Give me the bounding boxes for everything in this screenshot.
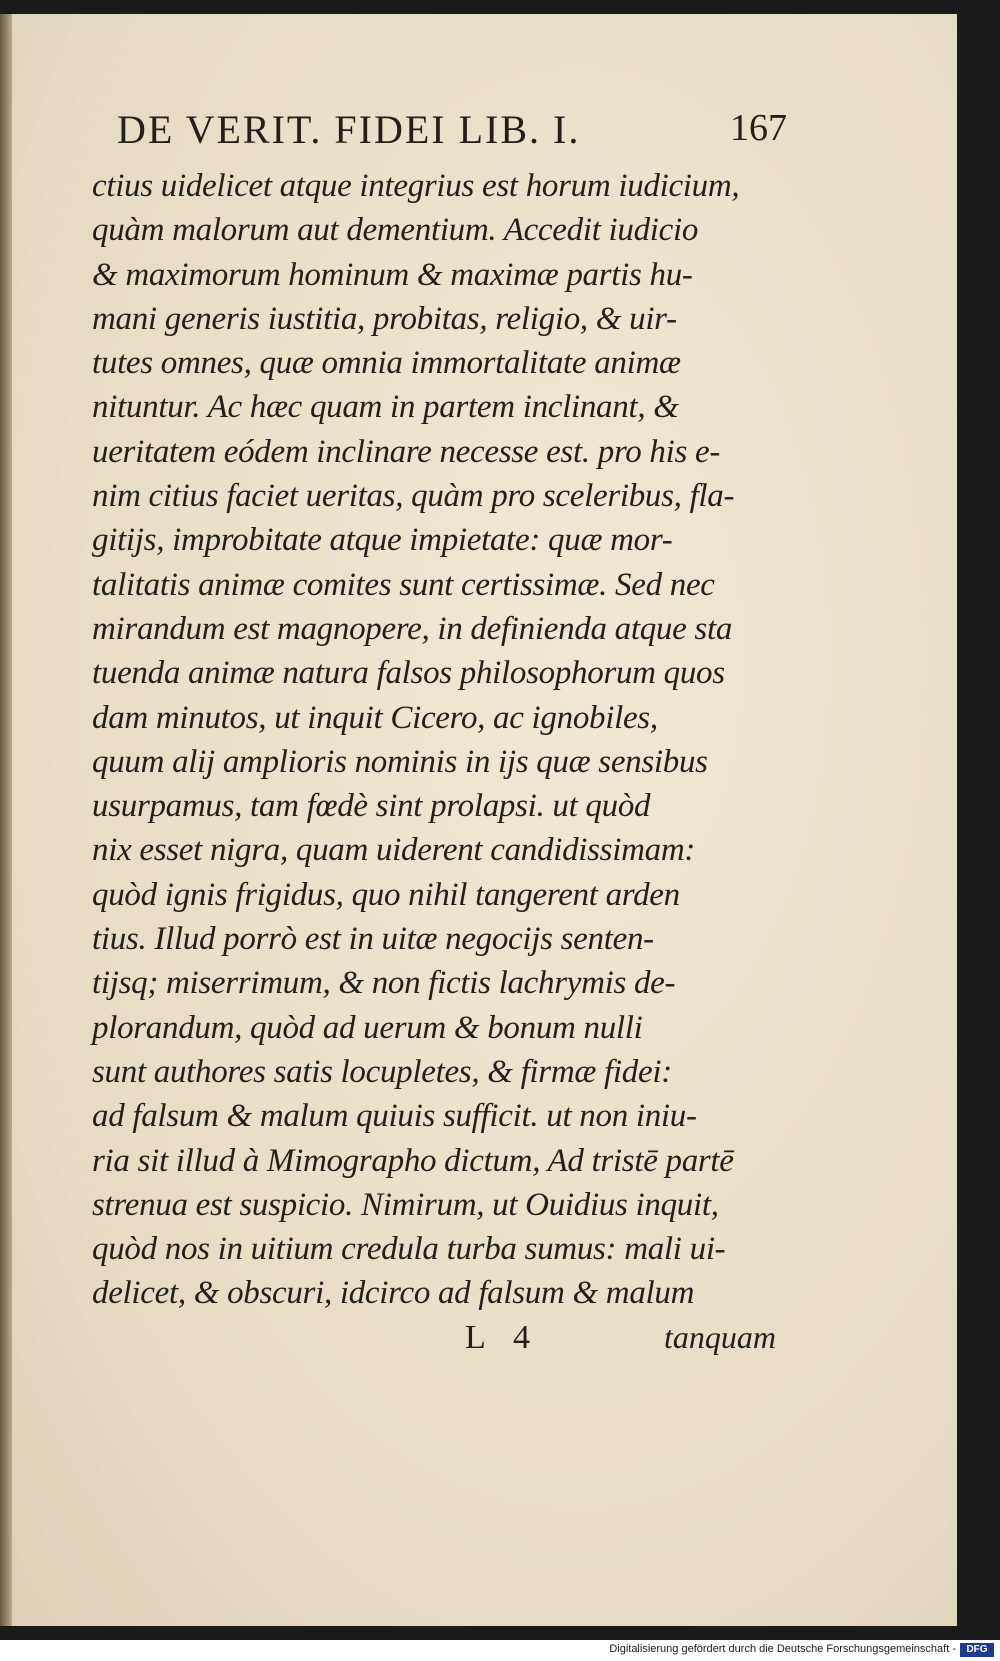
dfg-logo: DFG [960,1643,994,1657]
footer-credit: Digitalisierung gefördert durch die Deutsche Forschungsgemeinschaft - [609,1643,956,1655]
footer-bar [0,1640,1000,1661]
book-page [12,14,957,1626]
text-line: nix esset nigra, quam uiderent candidissimam: [92,832,696,869]
text-line: quòd nos in uitium credula turba sumus: mali ui- [92,1231,726,1268]
text-line: quàm malorum aut dementium. Accedit iudicio [92,212,699,249]
text-line: talitatis animæ comites sunt certissimæ. Sed nec [92,566,715,603]
text-line: gitijs, improbitate atque impietate: quæ mor- [92,522,673,559]
text-line: ria sit illud à Mimographo dictum, Ad tristē partē [92,1142,734,1179]
text-line: mani generis iustitia, probitas, religio, & uir- [92,300,677,337]
text-line: mirandum est magnopere, in definienda atque sta [92,610,733,647]
running-head [117,106,787,166]
page-number: 167 [730,107,787,149]
text-line: tutes omnes, quæ omnia immortalitate animæ [92,345,681,382]
text-line: delicet, & obscuri, idcirco ad falsum & malum [92,1275,695,1312]
text-line: plorandum, quòd ad uerum & bonum nulli [92,1009,643,1046]
text-line: tuenda animæ natura falsos philosophorum quos [92,655,725,692]
text-line: quòd ignis frigidus, quo nihil tangerent arden [92,876,680,913]
catchword: tanquam [664,1319,776,1355]
text-line: dam minutos, ut inquit Cicero, ac ignobiles, [92,699,658,736]
text-line: nituntur. Ac hæc quam in partem inclinant, & [92,389,679,426]
body-text [92,164,802,1316]
text-line: ctius uidelicet atque integrius est horum iudicium, [92,168,740,204]
text-line: nim citius faciet ueritas, quàm pro sceleribus, fla- [92,478,735,515]
text-line: sunt authores satis locupletes, & firmæ fidei: [92,1053,672,1090]
text-line: & maximorum hominum & maximæ partis hu- [92,256,693,293]
running-title: DE VERIT. FIDEI LIB. I. [117,107,581,152]
page-edge [0,14,12,1626]
text-line: usurpamus, tam fœdè sint prolapsi. ut quòd [92,788,651,825]
text-line: ueritatem eódem inclinare necesse est. pro his e- [92,433,721,470]
text-line: tijsq; miserrimum, & non fictis lachrymis de- [92,965,676,1002]
text-line: quum alij amplioris nominis in ijs quæ sensibus [92,743,708,780]
text-line: strenua est suspicio. Nimirum, ut Ouidius inquit, [92,1186,719,1223]
text-line: ad falsum & malum quiuis sufficit. ut non iniu- [92,1098,697,1135]
signature-mark: L 4 [465,1319,541,1356]
text-line: tius. Illud porrò est in uitæ negocijs senten- [92,921,654,958]
